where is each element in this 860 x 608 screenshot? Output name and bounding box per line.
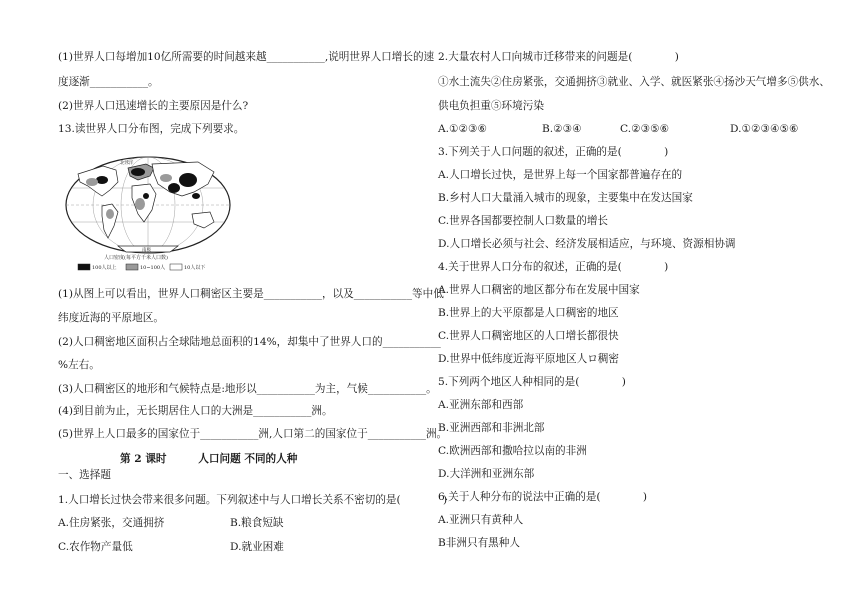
question-12-part1-line1: (1)世界人口每增加10亿所需要的时间越来越___________,说明世界人口增长的速 xyxy=(58,51,435,63)
question-12-part2: (2)世界人口迅速增长的主要原因是什么? xyxy=(58,100,249,112)
world-population-map xyxy=(58,152,238,280)
question-2-line2: ①水土流失②住房紧张，交通拥挤③就业、入学、就医紧张④扬沙天气增多⑤供水、 xyxy=(438,76,830,88)
question-2: 2.大量农村人口向城市迁移带来的问题是( ) xyxy=(438,51,679,63)
map-legend-title: 人口密度(每平方千米人口数) xyxy=(104,255,168,261)
q4-option-b: B.世界上的大平原都是人口稠密的地区 xyxy=(438,307,619,319)
legend-swatch-sparse xyxy=(170,264,182,270)
question-6: 6.关于人种分布的说法中正确的是( ) xyxy=(438,491,648,503)
question-12-part1-line2: 度逐渐___________。 xyxy=(58,76,159,88)
q6-option-a: A.亚洲只有黄种人 xyxy=(438,514,524,526)
legend-swatch-medium xyxy=(126,264,138,270)
q1-option-d: D.就业困难 xyxy=(230,541,284,553)
question-3: 3.下列关于人口问题的叙述，正确的是( ) xyxy=(438,146,669,158)
q3-option-b: B.乡村人口大量涌入城市的现象，主要集中在发达国家 xyxy=(438,192,693,204)
legend-label-medium: 10~100人 xyxy=(140,265,166,271)
q4-option-c: C.世界人口稠密地区的人口增长都很快 xyxy=(438,330,619,342)
q3-option-d: D.人口增长必须与社会、经济发展相适应，与环境、资源相协调 xyxy=(438,238,736,250)
q1-option-c: C.农作物产量低 xyxy=(58,541,133,553)
map-label-antarctica: 南极 xyxy=(142,248,151,253)
question-13-title: 13.读世界人口分布图，完成下列要求。 xyxy=(58,123,245,135)
question-5: 5.下列两个地区人种相同的是( ) xyxy=(438,376,626,388)
question-13-part2-line2: %左右。 xyxy=(58,359,100,371)
q6-option-b: B非洲只有黑种人 xyxy=(438,537,520,549)
q2-option-c: C.②③⑤⑥ xyxy=(620,123,670,135)
part-heading: 一、选择题 xyxy=(58,469,111,481)
q2-option-d: D.①②③④⑤⑥ xyxy=(730,123,799,135)
q1-option-a: A.住房紧张，交通拥挤 xyxy=(58,517,165,529)
world-map-figure xyxy=(58,152,238,280)
question-2-line3: 供电负担重⑤环境污染 xyxy=(438,100,544,112)
question-13-part2-line1: (2)人口稠密地区面积占全球陆地总面积的14%，却集中了世界人口的___________ xyxy=(58,336,441,348)
question-1: 1.人口增长过快会带来很多问题。下列叙述中与人口增长关系不密切的是( ) xyxy=(58,494,448,506)
q5-option-a: A.亚洲东部和西部 xyxy=(438,399,524,411)
q5-option-b: B.亚洲西部和非洲北部 xyxy=(438,422,545,434)
q2-option-b: B.②③④ xyxy=(542,123,582,135)
q5-option-c: C.欧洲西部和撒哈拉以南的非洲 xyxy=(438,445,587,457)
q3-option-c: C.世界各国都要控制人口数量的增长 xyxy=(438,215,609,227)
question-13-part1-line2: 纬度近海的平原地区。 xyxy=(58,312,164,324)
q5-option-d: D.大洋洲和亚洲东部 xyxy=(438,468,535,480)
legend-label-sparse: 10人以下 xyxy=(184,265,206,271)
question-4: 4.关于世界人口分布的叙述，正确的是( ) xyxy=(438,261,669,273)
question-13-part4: (4)到目前为止，无长期居住人口的大洲是___________洲。 xyxy=(58,405,333,417)
q3-option-a: A.人口增长过快，是世界上每一个国家都普遍存在的 xyxy=(438,169,683,181)
section-title: 第 2 课时 人口问题 不同的人种 xyxy=(120,453,298,465)
question-13-part3: (3)人口稠密区的地形和气候特点是:地形以___________为主，气候___________。 xyxy=(58,383,437,395)
question-13-part5: (5)世界上人口最多的国家位于___________洲,人口第二的国家位于___________洲。 xyxy=(58,428,448,440)
q2-option-a: A.①②③⑥ xyxy=(438,123,488,135)
q4-option-d: D.世界中低纬度近海平原地区人ロ稠密 xyxy=(438,353,619,365)
question-13-part1-line1: (1)从图上可以看出，世界人口稠密区主要是___________，以及___________等中低 xyxy=(58,288,444,300)
map-label-arctic: 北冰洋 xyxy=(120,161,134,166)
q1-option-b: B.粮食短缺 xyxy=(230,517,284,529)
legend-label-dense: 100人以上 xyxy=(92,265,117,271)
legend-swatch-dense xyxy=(78,264,90,270)
q4-option-a: A.世界人口稠密的地区都分布在发展中国家 xyxy=(438,284,640,296)
